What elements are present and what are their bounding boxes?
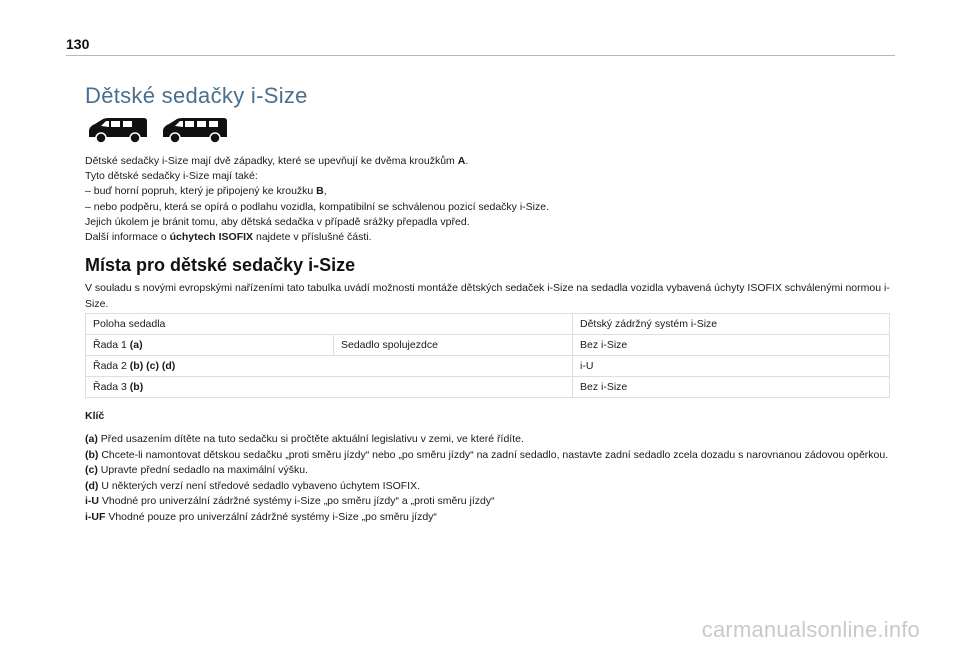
van-short-icon bbox=[87, 117, 149, 144]
key-item: i-UF Vhodné pouze pro univerzální zádržné systémy i-Size „po směru jízdy“ bbox=[85, 510, 437, 523]
header-divider bbox=[66, 55, 895, 56]
key-item: (b) Chcete-li namontovat dětskou sedačku „proti směru jízdy“ nebo „po směru jízdy“ na zadní sedadlo, nastavte zadní sedadlo zcela dozadu s narovnanou zádovou opěrkou. bbox=[85, 448, 889, 461]
van-long-icon bbox=[161, 117, 229, 144]
table-header-cell: Poloha sedadla bbox=[86, 314, 573, 335]
table-cell: Řada 2 (b) (c) (d) bbox=[86, 356, 573, 377]
intro-line: Dětské sedačky i-Size mají dvě západky, které se upevňují ke dvěma kroužkům A. bbox=[85, 155, 469, 167]
key-list bbox=[85, 432, 897, 526]
table-cell: Bez i-Size bbox=[573, 335, 890, 356]
vehicle-icons bbox=[87, 117, 229, 144]
key-item: (c) Upravte přední sedadlo na maximální výšku. bbox=[85, 464, 308, 477]
page-number: 130 bbox=[66, 36, 90, 52]
table-header-row bbox=[86, 314, 890, 335]
key-title: Klíč bbox=[85, 410, 105, 422]
intro-line: Tyto dětské sedačky i-Size mají také: bbox=[85, 170, 258, 183]
table-row bbox=[86, 356, 890, 377]
table-cell: Řada 1 (a) bbox=[86, 335, 334, 356]
section-title: Místa pro dětské sedačky i-Size bbox=[85, 255, 356, 275]
table-cell: i-U bbox=[573, 356, 890, 377]
section-description: V souladu s novými evropskými nařízeními tato tabulka uvádí možnosti montáže dětských sedaček i-Size na sedadla vozidla vybavená úchyty ISOFIX schválenými normou i-Size. bbox=[85, 282, 890, 310]
table-cell: Řada 3 (b) bbox=[86, 377, 573, 398]
table-row bbox=[86, 377, 890, 398]
key-item: i-U Vhodné pro univerzální zádržné systémy i-Size „po směru jízdy“ a „proti směru jízdy“ bbox=[85, 495, 495, 508]
key-item: (a) Před usazením dítěte na tuto sedačku si pročtěte aktuální legislativu v zemi, ve které řídíte. bbox=[85, 433, 524, 445]
intro-text bbox=[85, 154, 895, 245]
table-cell: Sedadlo spolujezdce bbox=[334, 335, 573, 356]
key-item: (d) U některých verzí není středové sedadlo vybaveno úchytem ISOFIX. bbox=[85, 479, 420, 492]
intro-line: Jejich úkolem je bránit tomu, aby dětská sedačka v případě srážky přepadla vpřed. bbox=[85, 215, 470, 228]
seat-positions-table bbox=[85, 313, 890, 398]
watermark: carmanualsonline.info bbox=[701, 617, 920, 642]
page-title: Dětské sedačky i-Size bbox=[85, 83, 308, 108]
intro-line: – nebo podpěru, která se opírá o podlahu vozidla, kompatibilní se schválenou pozicí sedačky i-Size. bbox=[85, 200, 550, 213]
table-cell: Bez i-Size bbox=[573, 377, 890, 398]
intro-line: Další informace o úchytech ISOFIX najdete v příslušné části. bbox=[85, 231, 372, 244]
table-row bbox=[86, 335, 890, 356]
table-header-cell: Dětský zádržný systém i-Size bbox=[573, 314, 890, 335]
intro-line: – buď horní popruh, který je připojený ke kroužku B, bbox=[85, 185, 327, 198]
